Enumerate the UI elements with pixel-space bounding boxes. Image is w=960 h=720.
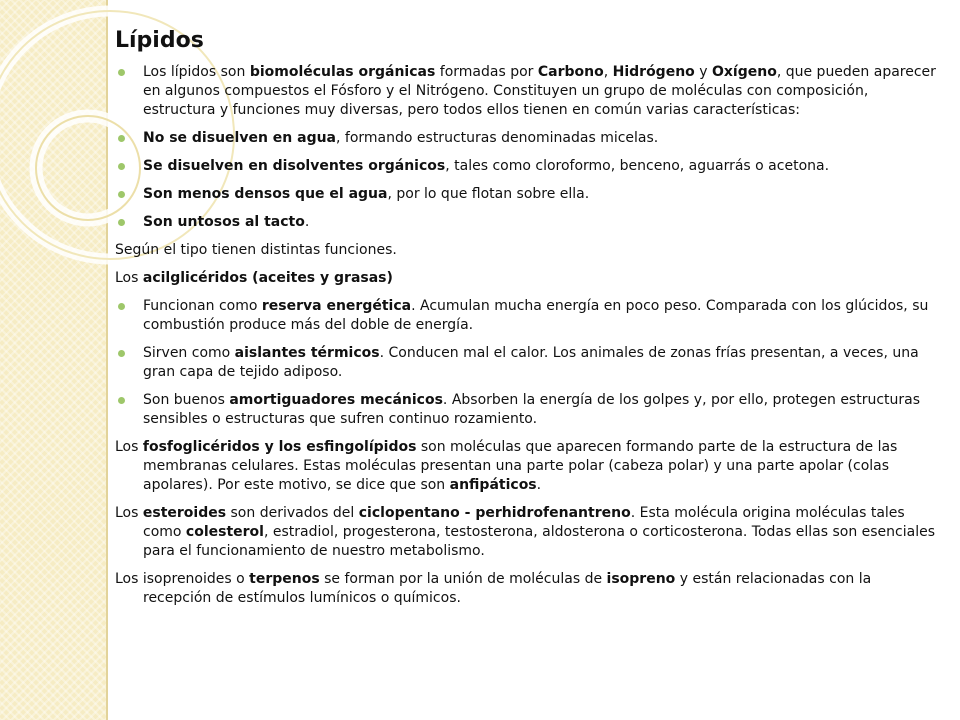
property-bullet-insoluble: No se disuelven en agua, formando estructuras denominadas micelas. [115,129,937,148]
types-intro-text: Según el tipo tienen distintas funciones. [115,242,397,258]
slide-content [115,28,937,617]
property-bullet-texture: Son untosos al tacto. [115,213,937,232]
acyl-function-insulation: Sirven como aislantes térmicos. Conducen mal el calor. Los animales de zonas frías presentan, a veces, una gran capa de tejido adiposo. [115,344,937,382]
decorative-divider [106,0,108,720]
terpenes-paragraph: Los isoprenoides o terpenos se forman por la unión de moléculas de isopreno y están relacionadas con la recepción de estímulos lumínicos o químicos. [115,571,872,606]
acylglycerides-heading: Los acilglicéridos (aceites y grasas) [115,270,393,286]
property-bullet-density: Son menos densos que el agua, por lo que flotan sobre ella. [115,185,937,204]
acyl-function-cushioning: Son buenos amortiguadores mecánicos. Absorben la energía de los golpes y, por ello, protegen estructuras sensibles o estructuras que sufren continuo rozamiento. [115,391,937,429]
steroids-paragraph: Los esteroides son derivados del ciclopentano - perhidrofenantreno. Esta molécula origina moléculas tales como colesterol, estradiol, progesterona, testosterona, aldosterona o corticosterona. Todas ellas son esenciales para el funcionamiento de nuestro metabolismo. [115,505,935,559]
slide-title: Lípidos [115,28,204,53]
decorative-side-strip [0,0,106,720]
phospholipids-paragraph: Los fosfoglicéridos y los esfingolípidos son moléculas que aparecen formando parte de la estructura de las membranas celulares. Estas moléculas presentan una parte polar (cabeza polar) y una parte apolar (colas apolares). Por este motivo, se dice que son anfipáticos. [115,439,898,493]
acyl-function-energy: Funcionan como reserva energética. Acumulan mucha energía en poco peso. Comparada con los glúcidos, su combustión produce más del doble de energía. [115,297,937,335]
property-bullet-organic-solvents: Se disuelven en disolventes orgánicos, tales como cloroformo, benceno, aguarrás o acetona. [115,157,937,176]
intro-bullet: Los lípidos son biomoléculas orgánicas formadas por Carbono, Hidrógeno y Oxígeno, que pueden aparecer en algunos compuestos el Fósforo y el Nitrógeno. Constituyen un grupo de moléculas con composición, estructura y funciones muy diversas, pero todos ellos tienen en común varias características: [115,63,937,120]
